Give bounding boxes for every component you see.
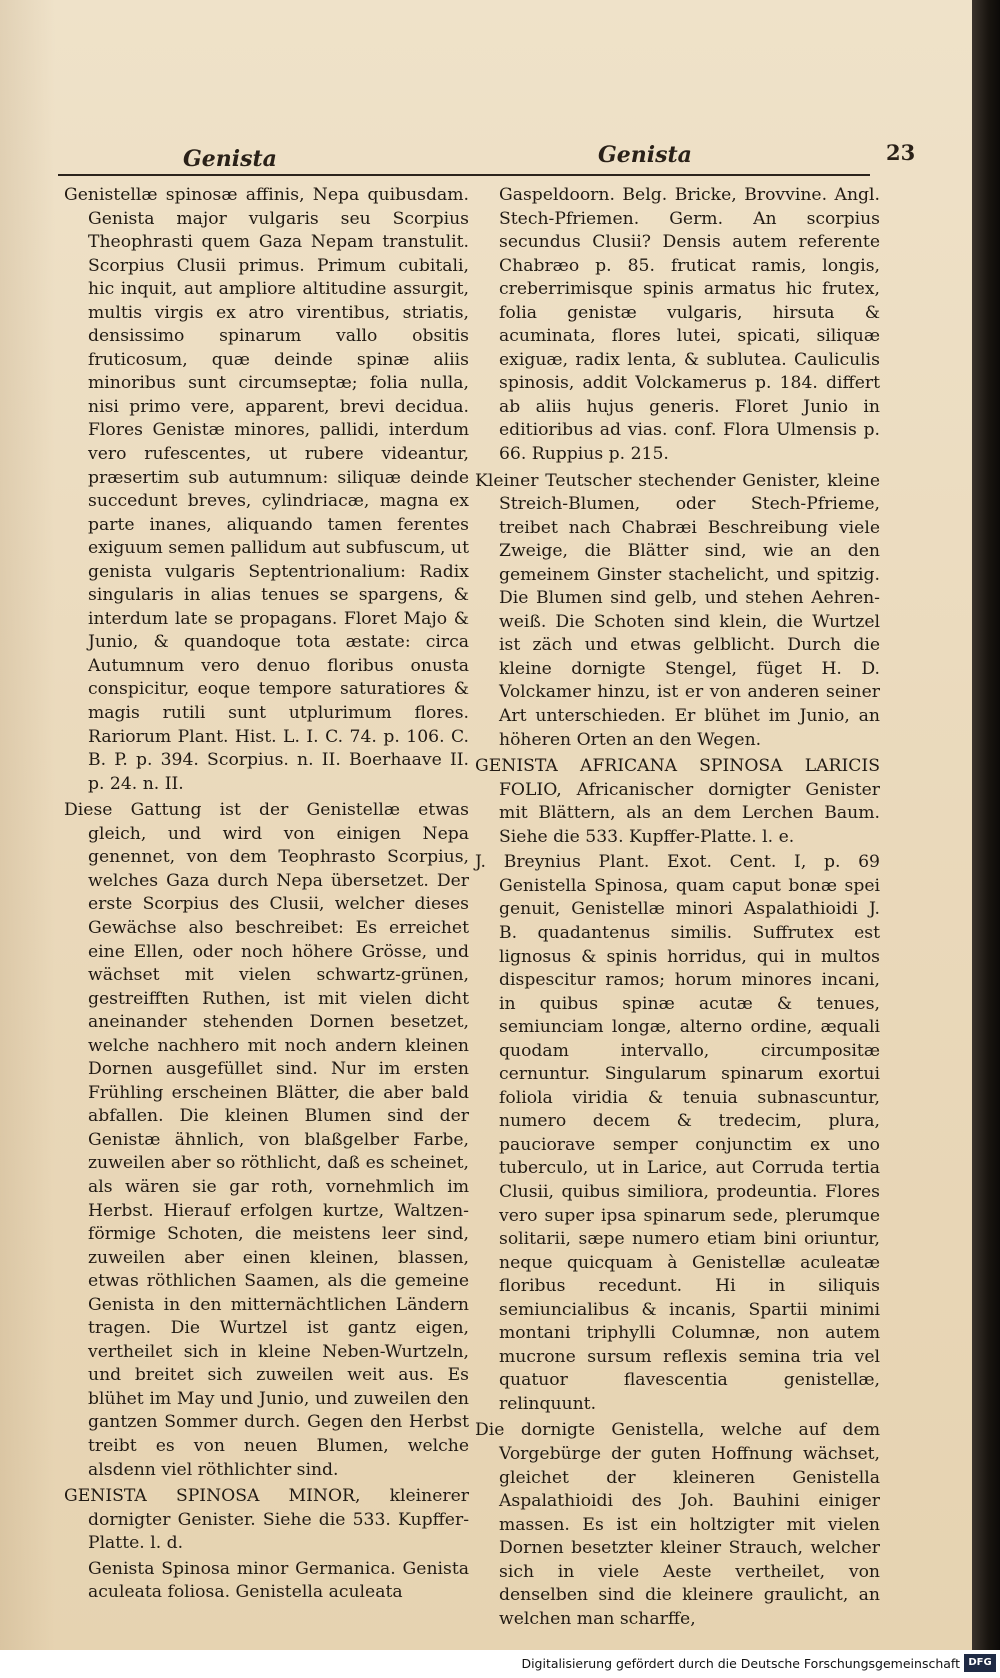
left-column [64, 184, 469, 1608]
running-head-left: Genista [183, 146, 277, 172]
header-rule [58, 174, 870, 176]
footer-bar [0, 1650, 1000, 1678]
dfg-logo: DFG [964, 1654, 996, 1672]
german-small-genister-paragraph: Kleiner Teutscher stechender Genister, kleine Streich-Blumen, oder Stech-Pfrieme, treibet nach Chabræi Beschreibung viele Zweige, die Blätter sind, wie an den gemeinem Ginster stachelicht, und spitzig. Die Blumen sind gelb, und stehen Aehren-weiß. Die Schoten sind klein, die Wurtzel ist zäch und etwas gelblicht. Durch die kleine dornigte Stengel, füget H. D. Volckamer hinzu, ist er von anderen seiner Art unterschieden. Er blühet im Junio, an höheren Orten an den Wegen. [475, 470, 880, 750]
latin-description-paragraph: Genistellæ spinosæ affinis, Nepa quibusdam. Genista major vulgaris seu Scorpius Theophrasti quem Gaza Nepam transtulit. Scorpius Clusii primus. Primum cubitali, hic inquit, aut ampliore altitudine assurgit, multis virgis ex atro virentibus, striatis, densissimo spinarum vallo obsitis fruticosum, quæ deinde spinæ aliis minoribus sunt circumseptæ; folia nulla, nisi primo vere, apparent, brevi decidua. Flores Genistæ minores, pallidi, interdum vero rufescentes, ut rubere videantur, præsertim sub autumnum: siliquæ deinde succedunt breves, cylindriacæ, magna ex parte inanes, aliquando tamen ferentes exiguum semen pallidum aut subfuscum, ut genista vulgaris Septentrionalium: Radix singularis in alias tenues se spargens, & interdum late se propagans. Floret Majo & Junio, & quandoque tota æstate: circa Autumnum vero denuo floribus onusta conspicitur, eoque tempore saturatiores & magis rutili sunt utplurimum flores. Rariorum Plant. Hist. L. I. C. 74. p. 106. C. B. P. p. 394. Scorpius. n. II. Boerhaave II. p. 24. n. II. [64, 185, 469, 794]
page-number: 23 [886, 140, 916, 165]
latin-continuation-paragraph: Gaspeldoorn. Belg. Bricke, Brovvine. Angl. Stech-Pfriemen. Germ. An scorpius secundus Clusii? Densis autem referente Chabræo p. 85. fruticat ramis, longis, creberrimisque spinis armatus hic frutex, folia genistæ vulgaris, hirsuta & acuminata, flores lutei, spicati, siliquæ exiguæ, radix lenta, & sublutea. Cauliculis spinosis, addit Volckamerus p. 184. differt ab aliis hujus generis. Floret Junio in editioribus ad vias. conf. Flora Ulmensis p. 66. Ruppius p. 215. [499, 185, 880, 465]
footer-funding-note: Digitalisierung gefördert durch die Deutsche Forschungsgemeinschaft [521, 1656, 960, 1671]
right-column [475, 184, 880, 1634]
latin-synonyms-paragraph: Genista Spinosa minor Germanica. Genista aculeata foliosa. Genistella aculeata [88, 1558, 469, 1603]
breynius-latin-paragraph: J. Breynius Plant. Exot. Cent. I, p. 69 Genistella Spinosa, quam caput bonæ spei genuit, Genistellæ minori Aspalathioidi J. B. quadantenus similis. Suffrutex est lignosus & spinis horridus, qui in multos dispescitur ramos; horum minores incani, in quibus spinæ acutæ & tenues, semiunciam longæ, alterno ordine, æquali quodam intervallo, circumpositæ cernuntur. Singularum spinarum exortui foliola viridia & tenuia subnascuntur, numero decem & tredecim, plura, pauciorave semper conjunctim ex uno tuberculo, ut in Larice, aut Corruda tertia Clusii, quibus similiora, prodeuntia. Flores vero super ipsa spinarum sede, plerumque solitarii, sæpe numero etiam bini oriuntur, neque quicquam à Genistellæ aculeatæ floribus recedunt. Hi in siliquis semiuncialibus & incanis, Spartii minimi montani triphylli Columnæ, non autem mucrone sursum reflexis semina tria vel quatuor flavescentia genistellæ, relinquunt. [475, 852, 880, 1414]
running-head [0, 138, 972, 178]
german-dornigte-genistella-paragraph: Die dornigte Genistella, welche auf dem Vorgebürge der guten Hoffnung wächset, gleichet der kleineren Genistella Aspalathioidi des Joh. Bauhini einiger massen. Es ist ein holtzigter mit vielen Dornen besetzter kleiner Strauch, welcher sich in viele Aeste vertheilet, von denselben sind die kleinere graulicht, an welchen man scharffe, [475, 1420, 880, 1629]
german-description-paragraph: Diese Gattung ist der Genistellæ etwas gleich, und wird von einigen Nepa genennet, von dem Teophrasto Scorpius, welches Gaza durch Nepa übersetzet. Der erste Scorpius des Clusii, welcher dieses Gewächse also beschreibet: Es erreichet eine Ellen, oder noch höhere Grösse, und wächset mit vielen schwartz-grünen, gestreifften Ruthen, ist mit vielen dicht aneinander stehenden Dornen besetzet, welche nachhero mit noch andern kleinen Dornen ausgefüllet sind. Nur im ersten Frühling erscheinen Blätter, die aber bald abfallen. Die kleinen Blumen sind der Genistæ ähnlich, von blaßgelber Farbe, zuweilen aber so röthlicht, daß es scheinet, als wären sie gar roth, vornehmlich im Herbst. Hierauf erfolgen kurtze, Waltzen-förmige Schoten, die meistens leer sind, zuweilen aber einen kleinen, blassen, etwas röthlichen Saamen, als die gemeine Genista in den mitternächtlichen Ländern tragen. Die Wurtzel ist gantz eigen, vertheilet sich in kleine Neben-Wurtzeln, und breitet sich zuweilen weit aus. Es blühet im May und Junio, und zuweilen den gantzen Sommer durch. Gegen den Herbst treibt es von neuen Blumen, welche alsdenn viel röthlichter sind. [64, 800, 469, 1480]
page-edge-shadow [972, 0, 1000, 1678]
page-gutter-shade [0, 0, 55, 1650]
entry-heading-genista-spinosa-minor: GENISTA SPINOSA MINOR, kleinerer dornigter Genister. Siehe die 533. Kupffer-Platte. l. d. [64, 1486, 469, 1554]
running-head-center: Genista [598, 142, 692, 168]
entry-heading-genista-africana: GENISTA AFRICANA SPINOSA LARICIS FOLIO, Africanischer dornigter Genister mit Blättern, als an dem Lerchen Baum. Siehe die 533. Kupffer-Platte. l. e. [475, 756, 880, 847]
